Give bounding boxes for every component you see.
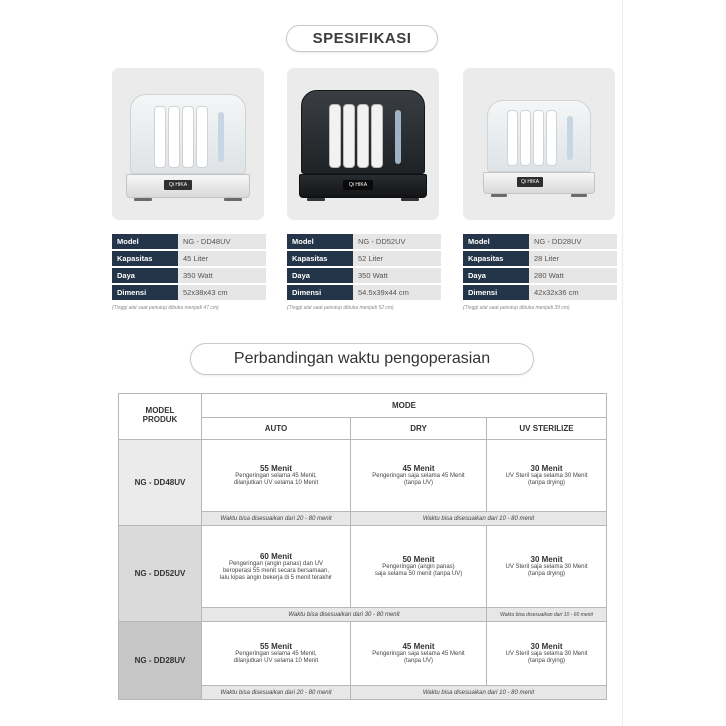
- spec-label-power: Daya: [287, 268, 353, 283]
- auto-desc: Pengeringan selama 45 Menit, dilanjutkan UV selama 10 Menit: [233, 651, 319, 664]
- product-card-dd28uv: [463, 68, 617, 311]
- uv-time: 30 Menit: [530, 642, 563, 651]
- table-row: [119, 622, 607, 686]
- uv-desc: UV Steril saja selama 30 Menit (tanpa drying): [505, 473, 588, 486]
- col-auto-header: AUTO: [202, 418, 351, 440]
- col-dry-header: DRY: [351, 418, 487, 440]
- product-card-dd48uv: [112, 68, 266, 311]
- spec-value-dimension: 42x32x36 cm: [529, 285, 617, 300]
- note-dry-uv: Waktu bisa disesuaikan dari 10 - 80 menit: [351, 512, 607, 526]
- uv-time: 30 Menit: [530, 464, 563, 473]
- uv-desc: UV Steril saja selama 30 Menit (tanpa drying): [505, 564, 588, 577]
- row-model: NG - DD52UV: [119, 526, 202, 622]
- dry-desc: Pengeringan (angin panas) saja selama 50 menit (tanpa UV): [374, 564, 463, 577]
- spec-table-dd48uv: [112, 232, 266, 302]
- spec-value-model: NG - DD48UV: [178, 234, 266, 249]
- auto-desc: Pengeringan (angin panas) dan UV beroperasi 55 menit secara bersamaan, lalu kipas angin bekerja di 5 menit terakhir: [219, 560, 333, 581]
- spec-label-dimension: Dimensi: [287, 285, 353, 300]
- note-auto: Waktu bisa disesuaikan dari 20 - 80 menit: [202, 686, 351, 700]
- note-uv: Waktu bisa disesuaikan dari 10 - 60 menit: [487, 608, 607, 622]
- note-auto: Waktu bisa disesuaikan dari 20 - 80 menit: [202, 512, 351, 526]
- control-panel-text: Qi HIKA: [164, 180, 192, 190]
- compare-title: Perbandingan waktu pengoperasian: [190, 343, 534, 375]
- product-photo-dd28uv: [463, 68, 615, 220]
- spec-value-power: 350 Watt: [178, 268, 266, 283]
- spec-value-dimension: 54.5x39x44 cm: [353, 285, 441, 300]
- uv-cell: [487, 440, 607, 512]
- spec-note: (Tinggi alat saat penutup dibuka menjadi 39 cm): [463, 305, 570, 311]
- dry-cell: [351, 440, 487, 512]
- spec-label-capacity: Kapasitas: [463, 251, 529, 266]
- auto-desc: Pengeringan selama 45 Menit, dilanjutkan UV selama 10 Menit: [233, 473, 319, 486]
- table-row: [119, 440, 607, 512]
- table-row: [119, 526, 607, 608]
- spec-title: SPESIFIKASI: [286, 25, 438, 52]
- uv-cell: [487, 622, 607, 686]
- spec-value-model: NG - DD52UV: [353, 234, 441, 249]
- auto-cell: [202, 526, 351, 608]
- spec-label-capacity: Kapasitas: [112, 251, 178, 266]
- spec-label-model: Model: [112, 234, 178, 249]
- mode-header: MODE: [202, 394, 607, 418]
- spec-value-power: 280 Watt: [529, 268, 617, 283]
- row-model: NG - DD28UV: [119, 622, 202, 700]
- dish-dryer-image: [299, 90, 427, 202]
- note-dry-uv: Waktu bisa disesuaikan dari 10 - 80 menit: [351, 686, 607, 700]
- spec-value-capacity: 28 Liter: [529, 251, 617, 266]
- dish-dryer-image: [126, 94, 250, 202]
- spec-table-dd28uv: [463, 232, 617, 302]
- dry-cell: [351, 622, 487, 686]
- note-auto-dry: Waktu bisa disesuaikan dari 30 - 80 menit: [202, 608, 487, 622]
- uv-time: 30 Menit: [530, 555, 563, 564]
- product-card-dd52uv: [287, 68, 441, 311]
- col-uv-header: UV STERILIZE: [487, 418, 607, 440]
- auto-time: 60 Menit: [259, 551, 292, 561]
- dry-time: 50 Menit: [402, 555, 435, 564]
- spec-value-model: NG - DD28UV: [529, 234, 617, 249]
- control-panel-text: Qi HIKA: [517, 177, 543, 187]
- dry-desc: Pengeringan saja selama 45 Menit (tanpa UV): [372, 651, 465, 664]
- spec-label-dimension: Dimensi: [112, 285, 178, 300]
- spec-note: (Tinggi alat saat penutup dibuka menjadi 47 cm): [112, 305, 219, 311]
- page-edge-divider: [622, 0, 623, 726]
- spec-note: (Tinggi alat saat penutup dibuka menjadi 52 cm): [287, 305, 394, 311]
- row-model: NG - DD48UV: [119, 440, 202, 526]
- spec-value-dimension: 52x38x43 cm: [178, 285, 266, 300]
- spec-label-power: Daya: [463, 268, 529, 283]
- dish-dryer-image: [483, 100, 595, 198]
- auto-time: 55 Menit: [259, 464, 292, 473]
- product-photo-dd48uv: [112, 68, 264, 220]
- spec-value-capacity: 45 Liter: [178, 251, 266, 266]
- spec-label-power: Daya: [112, 268, 178, 283]
- dry-cell: [351, 526, 487, 608]
- auto-time: 55 Menit: [259, 642, 292, 651]
- dry-time: 45 Menit: [402, 642, 435, 651]
- control-panel-text: Qi HIKA: [343, 180, 373, 190]
- operation-time-table: [118, 393, 607, 700]
- dry-time: 45 Menit: [402, 464, 435, 473]
- auto-cell: [202, 622, 351, 686]
- spec-label-capacity: Kapasitas: [287, 251, 353, 266]
- spec-table-dd52uv: [287, 232, 441, 302]
- spec-value-capacity: 52 Liter: [353, 251, 441, 266]
- uv-desc: UV Steril saja selama 30 Menit (tanpa drying): [505, 651, 588, 664]
- spec-label-model: Model: [463, 234, 529, 249]
- product-photo-dd52uv: [287, 68, 439, 220]
- spec-label-dimension: Dimensi: [463, 285, 529, 300]
- auto-cell: [202, 440, 351, 512]
- spec-label-model: Model: [287, 234, 353, 249]
- uv-cell: [487, 526, 607, 608]
- model-header: MODEL PRODUK: [119, 394, 202, 440]
- spec-value-power: 350 Watt: [353, 268, 441, 283]
- dry-desc: Pengeringan saja selama 45 Menit (tanpa UV): [372, 473, 465, 486]
